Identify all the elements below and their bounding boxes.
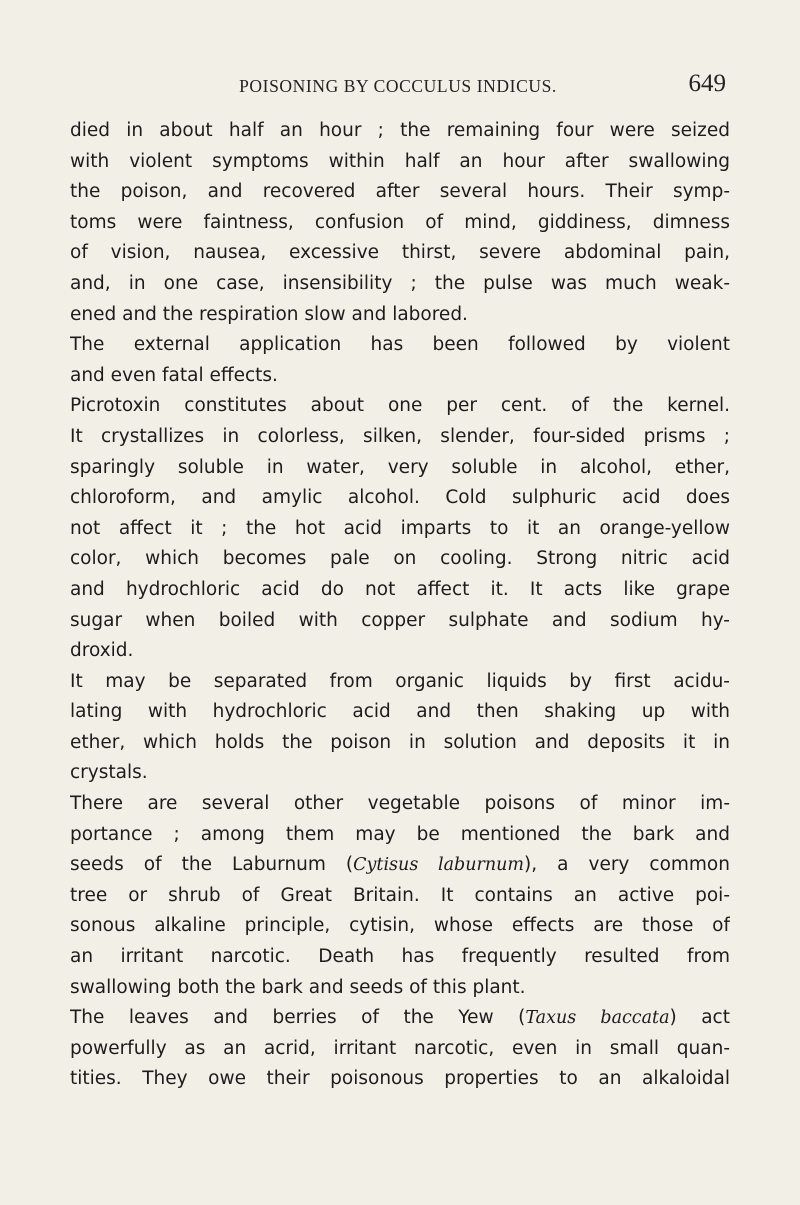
text-line: tree or shrub of Great Britain. It contains an active poi-: [70, 884, 730, 906]
text-line-segment: ) act: [669, 1007, 730, 1029]
text-line: portance ; among them may be mentioned the bark and: [70, 823, 730, 845]
text-line: swallowing both the bark and seeds of this plant.: [70, 976, 526, 998]
text-line: tities. They owe their poisonous properties to an alkaloidal: [70, 1068, 730, 1090]
running-head: [70, 70, 726, 106]
text-line-segment: seeds of the Laburnum (: [70, 854, 354, 876]
text-line: ether, which holds the poison in solution and deposits it in: [70, 731, 730, 753]
running-head-title: POISONING BY COCCULUS INDICUS.: [239, 76, 557, 96]
text-line: and hydrochloric acid do not affect it. It acts like grape: [70, 578, 730, 600]
latin-species-name: Cytisus laburnum: [353, 855, 525, 876]
text-line-segment: ), a very common: [524, 854, 730, 876]
text-line: and, in one case, insensibility ; the pulse was much weak-: [70, 272, 730, 294]
text-line: powerfully as an acrid, irritant narcotic, even in small quan-: [70, 1037, 730, 1059]
text-line: an irritant narcotic. Death has frequently resulted from: [70, 946, 730, 968]
text-line: sparingly soluble in water, very soluble in alcohol, ether,: [70, 456, 730, 478]
text-line: The external application has been followed by violent: [70, 334, 730, 356]
text-line: died in about half an hour ; the remaining four were seized: [70, 120, 730, 141]
text-line: lating with hydrochloric acid and then shaking up with: [70, 701, 730, 723]
text-line: ened and the respiration slow and labored.: [70, 303, 468, 325]
text-line: It may be separated from organic liquids by first acidu-: [70, 670, 730, 692]
text-line: with violent symptoms within half an hour after swallowing: [70, 150, 730, 172]
text-line: and even fatal effects.: [70, 364, 278, 386]
text-line: not affect it ; the hot acid imparts to it an orange-yellow: [70, 517, 730, 539]
latin-species-name: Taxus baccata: [525, 1008, 670, 1029]
text-line: sugar when boiled with copper sulphate and sodium hy-: [70, 609, 730, 631]
text-line: the poison, and recovered after several hours. Their symp-: [70, 181, 730, 203]
text-line: toms were faintness, confusion of mind, giddiness, dimness: [70, 211, 730, 233]
text-line: It crystallizes in colorless, silken, slender, four-sided prisms ;: [70, 425, 730, 447]
text-line: There are several other vegetable poisons of minor im-: [70, 793, 730, 815]
text-line: [70, 1003, 730, 1034]
page-number: 649: [688, 70, 726, 97]
body-text: [70, 116, 730, 1095]
text-line: of vision, nausea, excessive thirst, severe abdominal pain,: [70, 242, 730, 264]
text-line: sonous alkaline principle, cytisin, whose effects are those of: [70, 915, 730, 937]
text-line: droxid.: [70, 640, 134, 662]
text-line: crystals.: [70, 762, 148, 784]
text-line: color, which becomes pale on cooling. Strong nitric acid: [70, 548, 730, 570]
text-line: Picrotoxin constitutes about one per cent. of the kernel.: [70, 395, 730, 417]
text-line: [70, 850, 730, 881]
text-line: chloroform, and amylic alcohol. Cold sulphuric acid does: [70, 487, 730, 509]
text-line-segment: The leaves and berries of the Yew (: [70, 1007, 526, 1029]
